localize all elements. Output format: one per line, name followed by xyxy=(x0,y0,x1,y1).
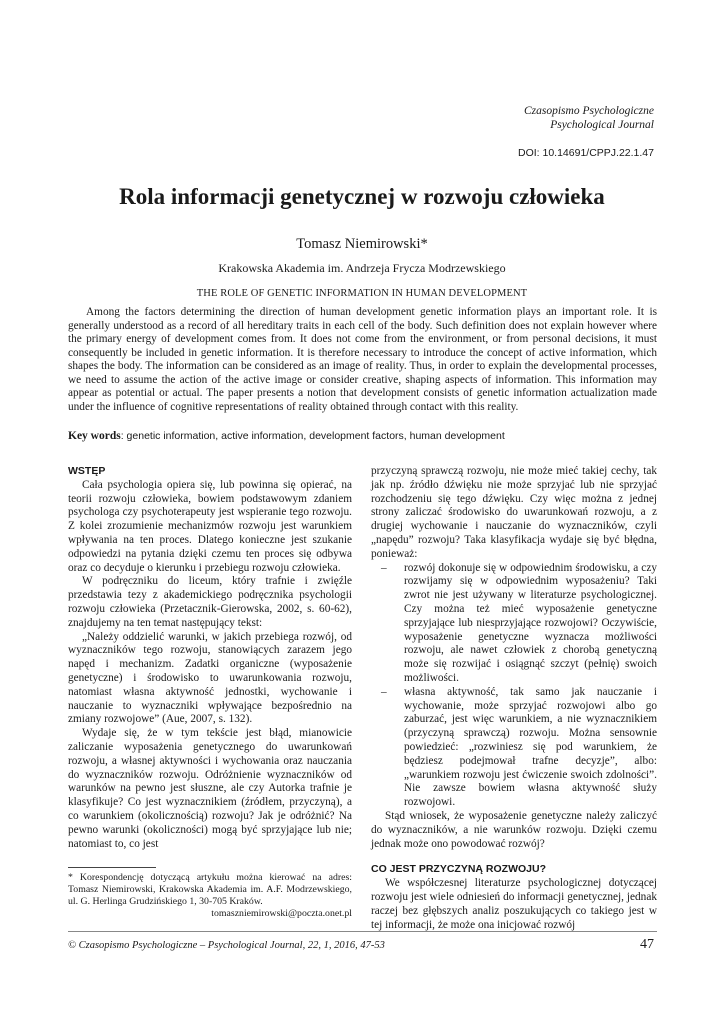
paragraph: Wydaje się, że w tym tekście jest błąd, mianowicie zaliczanie wyposażenia genetycznego do uwarunkowań rozwoju, a własnej aktywności i wychowania oraz nauczania do wyznaczników rozwoju. Odróżnienie wyznaczników od warunków na pewno jest słuszne, ale czy Autorka trafnie je klasyfikuje? Co jest wyznacznikiem (źródłem, przyczyną), a co warunkiem (okolicznością) rozwoju? Jak je odróżnić? Na pewno warunki (okoliczności) mogą być sprzyjające lub nie; natomiast to, co jest xyxy=(68,727,352,850)
footnote-rule xyxy=(68,867,156,868)
footnote-text: * Korespondencję dotyczącą artykułu można kierować na adres: Tomasz Niemirowski, Krakowska Akademia im. A.F. Modrzewskiego, ul. G. Herlinga Grudzińskiego 1, 30-705 Kraków. xyxy=(68,872,352,907)
left-column xyxy=(68,465,352,851)
block-quote: „Należy oddzielić warunki, w jakich przebiega rozwój, od wyznaczników tego rozwoju, stanowiących zarazem jego napęd i mechanizm. Zadatki organiczne (wyposażenie genetyczne) i środowisko to uwarunkowania rozwoju, natomiast własna aktywność jednostki, wychowanie i nauczanie to wyznaczniki wpływające bezpośrednio na zmiany rozwojowe” (Aue, 2007, s. 132). xyxy=(68,630,352,726)
list-dash: – xyxy=(381,685,387,698)
section-heading-cause: CO JEST PRZYCZYNĄ ROZWOJU? xyxy=(371,863,547,876)
paragraph: Stąd wniosek, że wyposażenie genetyczne należy zaliczyć do wyznaczników, a nie warunków rozwoju. Dzięki czemu jednak może ono powodować rozwój? xyxy=(371,809,657,850)
paragraph: przyczyną sprawczą rozwoju, nie może mieć takiej cechy, tak jak np. źródło dźwięku nie może sprzyjać lub nie sprzyjać rozchodzeniu się tego dźwięku. Czy więc można z jednej strony zaliczać środowisko do uwarunkowań rozwoju, a z drugiej wychowanie i nauczanie do wyznaczników, czyli „napędu” rozwoju? Taka klasyfikacja wydaje się być błędna, ponieważ: xyxy=(371,465,657,560)
footnote xyxy=(68,872,352,920)
journal-name-en: Psychological Journal xyxy=(550,119,654,131)
affiliation: Krakowska Akademia im. Andrzeja Frycza Modrzewskiego xyxy=(218,261,506,275)
paragraph: Cała psychologia opiera się, lub powinna się opierać, na teorii rozwoju człowieka, bowiem podstawowym zdaniem psychologa czy psychoterapeuty jest wspieranie tego rozwoju. Z kolei zrozumienie mechanizmów rozwoju jest warunkiem wpływania na ten proces. Dlatego konieczne jest szukanie odpowiedzi na pytania dzięki czemu ten proces się odbywa oraz co decyduje o kierunku i przebiegu rozwoju człowieka. xyxy=(68,478,352,574)
keywords-label: Key words xyxy=(68,430,121,442)
page-number: 47 xyxy=(640,937,654,952)
paragraph: W podręczniku do liceum, który trafnie i zwięźle przedstawia tezy z akademickiego podręcznika psychologii rozwoju człowieka (Przetacznik-Gierowska, 2002, s. 60-62), znajdujemy na ten temat następujący tekst: xyxy=(68,575,352,629)
list-item-text: rozwój dokonuje się w odpowiednim środowisku, a czy rozwijamy się w odpowiednim wyposażeniu? Taki zwrot nie jest używany w literaturze psychologicznej. Czy można też mieć wyposażenie genetyczne sprzyjające lub niesprzyjające rozwojowi? Oczywiście, wyposażenie genetyczne wyznacza możliwości rozwoju, ale nawet człowiek z chorobą genetyczną może się rozwijać i osiągnąć szczyt (pełnię) swoich możliwości. xyxy=(404,561,657,684)
footer-citation: © Czasopismo Psychologiczne – Psychological Journal, 22, 1, 2016, 47-53 xyxy=(68,940,385,951)
section-heading-intro: WSTĘP xyxy=(68,465,106,477)
footnote-email: tomaszniemirowski@poczta.onet.pl xyxy=(211,908,352,919)
article-title: Rola informacji genetycznej w rozwoju człowieka xyxy=(119,184,605,209)
keywords-text: : genetic information, active information, development factors, human development xyxy=(120,430,505,442)
list-item-text: własna aktywność, tak samo jak nauczanie i wychowanie, może sprzyjać rozwojowi albo go zaburzać, jest więc warunkiem, a nie wyznacznikiem (przyczyną sprawczą) rozwoju. Można sensownie powiedzieć: „rozwiniesz się pod warunkiem, że będziesz podejmował trafne decyzje”, albo: „warunkiem rozwoju jest ćwiczenie swoich zdolności”. Nie zawsze bowiem własna aktywność służy rozwojowi. xyxy=(404,685,657,809)
keywords xyxy=(68,430,657,442)
list-dash: – xyxy=(381,561,387,574)
author: Tomasz Niemirowski* xyxy=(296,236,428,252)
right-column xyxy=(371,465,657,932)
footer-rule xyxy=(68,931,657,932)
paragraph: We współczesnej literaturze psychologicznej dotyczącej rozwoju jest wiele odniesień do informacji genetycznej, jednak raczej bez głębszych analiz poszukujących co takiego jest w tej informacji, że może ona inicjować rozwój xyxy=(371,877,657,931)
journal-name xyxy=(524,104,654,132)
list-item xyxy=(371,686,657,810)
list-item xyxy=(371,562,657,686)
abstract: Among the factors determining the direction of human development genetic information plays an important role. It is generally understood as a record of all hereditary traits in each cell of the body. Such definition does not explain however where the primary energy of development comes from. It does not come from the environment, or from personal decisions, it must consequently be included in genetic information. It is therefore necessary to introduce the concept of active information, which shapes the body. The information can be considered as an image of reality. Thus, in order to explain the developmental processes, we need to assume the action of the active image or consider creative, shaping aspects of information. This information may appear as potential or actual. The paper presents a notion that development consists of genetic information actualization made under the influence of cognitive representations of reality obtained through contact with this reality. xyxy=(68,306,657,413)
english-title: THE ROLE OF GENETIC INFORMATION IN HUMAN DEVELOPMENT xyxy=(196,288,528,299)
doi: DOI: 10.14691/CPPJ.22.1.47 xyxy=(517,147,654,159)
journal-name-pl: Czasopismo Psychologiczne xyxy=(523,105,654,117)
